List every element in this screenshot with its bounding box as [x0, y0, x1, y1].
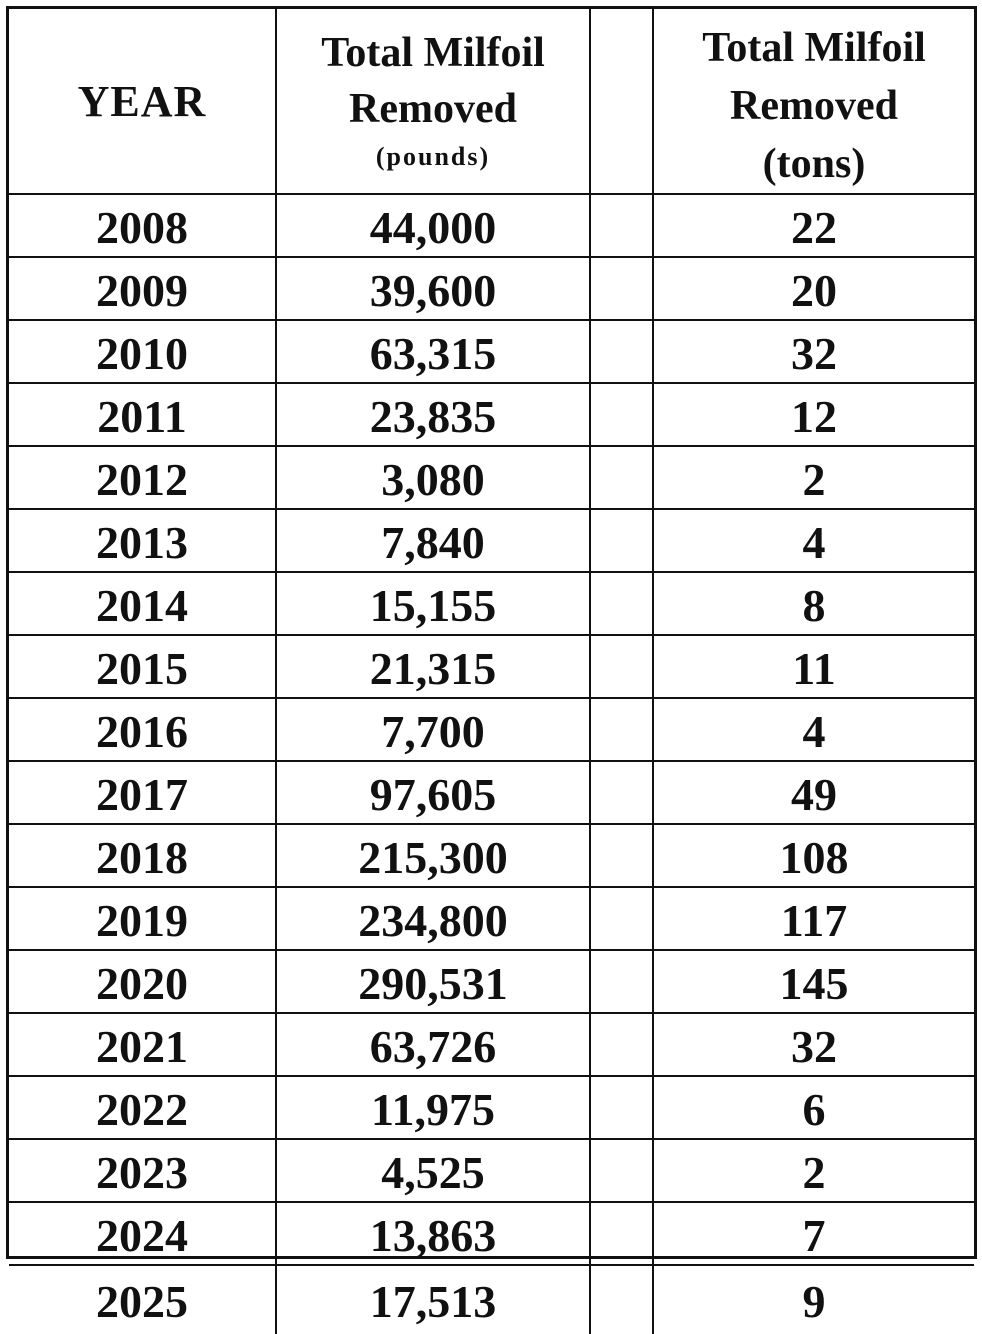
- tons-cell: 7: [653, 1202, 974, 1265]
- pounds-cell: 63,315: [276, 320, 590, 383]
- year-cell: 2020: [9, 950, 276, 1013]
- table-row: [9, 509, 974, 572]
- pounds-cell: 39,600: [276, 257, 590, 320]
- empty-cell: [590, 950, 653, 1013]
- year-cell: 2008: [9, 194, 276, 257]
- tons-cell: 8: [653, 572, 974, 635]
- year-cell: 2013: [9, 509, 276, 572]
- empty-column-header: [590, 9, 653, 194]
- table-row: [9, 824, 974, 887]
- year-cell: 2011: [9, 383, 276, 446]
- milfoil-removal-table-container: [6, 6, 977, 1327]
- empty-cell: [590, 761, 653, 824]
- pounds-cell: 44,000: [276, 194, 590, 257]
- year-cell: 2019: [9, 887, 276, 950]
- table-row: [9, 1139, 974, 1202]
- year-cell: 2014: [9, 572, 276, 635]
- year-cell: 2023: [9, 1139, 276, 1202]
- tons-cell: 117: [653, 887, 974, 950]
- tons-cell: 4: [653, 509, 974, 572]
- pounds-cell: 215,300: [276, 824, 590, 887]
- table-row: [9, 1013, 974, 1076]
- table-row: [9, 194, 974, 257]
- empty-cell: [590, 257, 653, 320]
- tons-cell: 108: [653, 824, 974, 887]
- pounds-cell: 13,863: [276, 1202, 590, 1265]
- year-column-header: YEAR: [9, 9, 276, 194]
- milfoil-removal-table: [9, 9, 974, 1334]
- tons-cell: 12: [653, 383, 974, 446]
- year-cell: 2022: [9, 1076, 276, 1139]
- tons-header-line2: Removed: [730, 83, 898, 129]
- table-body: [9, 194, 974, 1334]
- pounds-cell: 97,605: [276, 761, 590, 824]
- empty-cell: [590, 320, 653, 383]
- empty-cell: [590, 383, 653, 446]
- table-row: [9, 572, 974, 635]
- year-cell: 2018: [9, 824, 276, 887]
- empty-cell: [590, 1139, 653, 1202]
- table-row: [9, 383, 974, 446]
- table-row: [9, 320, 974, 383]
- pounds-header-line1: Total Milfoil: [321, 30, 545, 76]
- pounds-cell: 3,080: [276, 446, 590, 509]
- empty-cell: [590, 698, 653, 761]
- pounds-cell: 15,155: [276, 572, 590, 635]
- pounds-cell: 23,835: [276, 383, 590, 446]
- tons-cell: 49: [653, 761, 974, 824]
- pounds-header-line2: Removed: [349, 86, 517, 132]
- empty-cell: [590, 824, 653, 887]
- tons-cell: 2: [653, 446, 974, 509]
- year-cell: 2017: [9, 761, 276, 824]
- tons-header-unit: (tons): [762, 141, 866, 187]
- pounds-header-unit: (pounds): [375, 142, 491, 171]
- table-row: [9, 950, 974, 1013]
- year-cell: 2012: [9, 446, 276, 509]
- pounds-cell: 7,700: [276, 698, 590, 761]
- empty-cell: [590, 1265, 653, 1334]
- pounds-cell: 11,975: [276, 1076, 590, 1139]
- table-header: [9, 9, 974, 194]
- year-cell: 2015: [9, 635, 276, 698]
- pounds-cell: 290,531: [276, 950, 590, 1013]
- pounds-cell: 4,525: [276, 1139, 590, 1202]
- empty-cell: [590, 509, 653, 572]
- tons-cell: 32: [653, 1013, 974, 1076]
- tons-cell: 4: [653, 698, 974, 761]
- table-row: [9, 635, 974, 698]
- header-row: [9, 9, 974, 194]
- tons-cell: 2: [653, 1139, 974, 1202]
- year-cell: 2016: [9, 698, 276, 761]
- pounds-cell: 234,800: [276, 887, 590, 950]
- table-row: [9, 257, 974, 320]
- tons-cell: 6: [653, 1076, 974, 1139]
- pounds-cell: 21,315: [276, 635, 590, 698]
- pounds-cell: 63,726: [276, 1013, 590, 1076]
- year-cell: 2021: [9, 1013, 276, 1076]
- table-row: [9, 1076, 974, 1139]
- empty-cell: [590, 635, 653, 698]
- year-cell: 2024: [9, 1202, 276, 1265]
- table-row: [9, 446, 974, 509]
- pounds-cell: 7,840: [276, 509, 590, 572]
- year-cell: 2010: [9, 320, 276, 383]
- tons-cell: 32: [653, 320, 974, 383]
- table-row: [9, 698, 974, 761]
- table-row: [9, 1202, 974, 1265]
- tons-column-header: [653, 9, 974, 194]
- pounds-column-header: [276, 9, 590, 194]
- tons-cell: 9: [653, 1265, 974, 1334]
- tons-header-line1: Total Milfoil: [702, 25, 926, 71]
- table-row: [9, 1265, 974, 1334]
- tons-cell: 22: [653, 194, 974, 257]
- tons-cell: 11: [653, 635, 974, 698]
- empty-cell: [590, 1013, 653, 1076]
- empty-cell: [590, 1076, 653, 1139]
- year-cell: 2025: [9, 1265, 276, 1334]
- tons-cell: 20: [653, 257, 974, 320]
- empty-cell: [590, 572, 653, 635]
- empty-cell: [590, 446, 653, 509]
- empty-cell: [590, 1202, 653, 1265]
- empty-cell: [590, 887, 653, 950]
- table-row: [9, 887, 974, 950]
- pounds-cell: 17,513: [276, 1265, 590, 1334]
- table-row: [9, 761, 974, 824]
- year-cell: 2009: [9, 257, 276, 320]
- empty-cell: [590, 194, 653, 257]
- tons-cell: 145: [653, 950, 974, 1013]
